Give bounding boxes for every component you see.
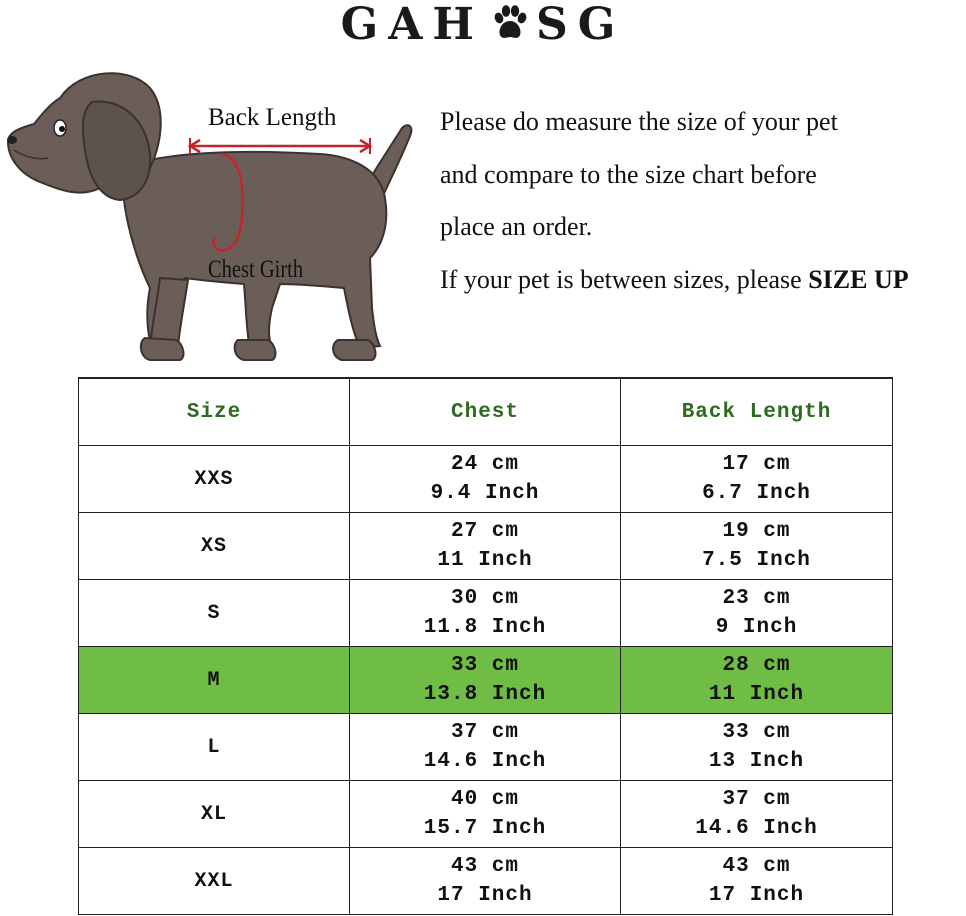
brand-logo [0,0,966,48]
back-length-cell [621,647,893,714]
back-inch-value: 11 Inch [708,683,805,706]
chest-cell [350,781,621,848]
instruction-line-3: place an order. [440,212,593,241]
size-chart-header-row [79,378,893,446]
size-cell [79,513,350,580]
instruction-line-2: and compare to the size chart before [440,159,817,189]
brand-text-right: SG [535,0,626,50]
back-inch-value: 13 Inch [708,750,805,773]
size-cell [79,446,350,513]
chest-cm-value: 24 cm [450,453,519,476]
size-value: XXS [194,467,234,491]
back-cm-value: 17 cm [722,453,791,476]
back-length-cell [621,714,893,781]
chest-inch-value: 11 Inch [437,549,533,572]
chest-cm-value: 37 cm [450,721,519,744]
brand-text-left: GAH [340,0,484,50]
size-value: XS [200,534,227,558]
measurement-instructions [440,96,966,306]
back-inch-value: 9 Inch [715,616,798,639]
size-value: L [207,735,221,759]
size-cell [79,647,350,714]
chest-cell [350,647,621,714]
back-length-cell [621,848,893,915]
chest-cm-value: 33 cm [450,654,519,677]
back-cm-value: 19 cm [722,520,791,543]
back-cm-value: 28 cm [722,654,791,677]
header-size: Size [79,378,350,446]
instruction-line-1: Please do measure the size of your pet [440,107,838,136]
size-cell [79,580,350,647]
chest-cell [350,580,621,647]
header-back-length: Back Length [621,378,893,446]
chest-cell [350,714,621,781]
size-value: M [207,668,221,692]
chest-cell [350,513,621,580]
chest-cm-value: 30 cm [450,587,519,610]
paw-icon [490,4,530,44]
back-length-label: Back Length [208,104,337,131]
back-inch-value: 6.7 Inch [702,482,811,505]
back-length-cell [621,446,893,513]
size-value: XL [200,802,227,826]
chest-inch-value: 13.8 Inch [423,683,547,706]
size-row-m [79,647,893,714]
back-inch-value: 17 Inch [708,884,805,907]
instruction-line-4-text: If your pet is between sizes, please [440,264,809,294]
back-length-cell [621,580,893,647]
size-up-emphasis: SIZE UP [808,264,909,294]
chest-cm-value: 27 cm [450,520,519,543]
back-cm-value: 23 cm [722,587,791,610]
size-cell [79,848,350,915]
chest-cm-value: 43 cm [450,855,519,878]
back-cm-value: 37 cm [722,788,791,811]
chest-inch-value: 17 Inch [437,884,533,907]
size-row-xxl [79,848,893,915]
chest-inch-value: 14.6 Inch [423,750,547,773]
back-cm-value: 43 cm [722,855,791,878]
chest-cell [350,848,621,915]
size-row-s [79,580,893,647]
instruction-line-4 [440,254,966,307]
size-row-l [79,714,893,781]
size-row-xl [79,781,893,848]
dog-measurement-diagram [0,58,420,378]
size-cell [79,714,350,781]
chest-inch-value: 15.7 Inch [423,817,547,840]
size-chart-table [78,377,893,915]
back-cm-value: 33 cm [722,721,791,744]
back-length-cell [621,513,893,580]
back-length-cell [621,781,893,848]
back-inch-value: 7.5 Inch [702,549,811,572]
chest-cell [350,446,621,513]
chest-inch-value: 11.8 Inch [423,616,547,639]
chest-cm-value: 40 cm [450,788,519,811]
back-inch-value: 14.6 Inch [695,817,818,840]
size-cell [79,781,350,848]
size-row-xs [79,513,893,580]
chest-inch-value: 9.4 Inch [430,482,540,505]
header-chest: Chest [350,378,621,446]
size-value: S [207,601,221,625]
size-row-xxs [79,446,893,513]
size-value: XXL [194,869,234,893]
chest-girth-label: Chest Girth [208,256,304,283]
